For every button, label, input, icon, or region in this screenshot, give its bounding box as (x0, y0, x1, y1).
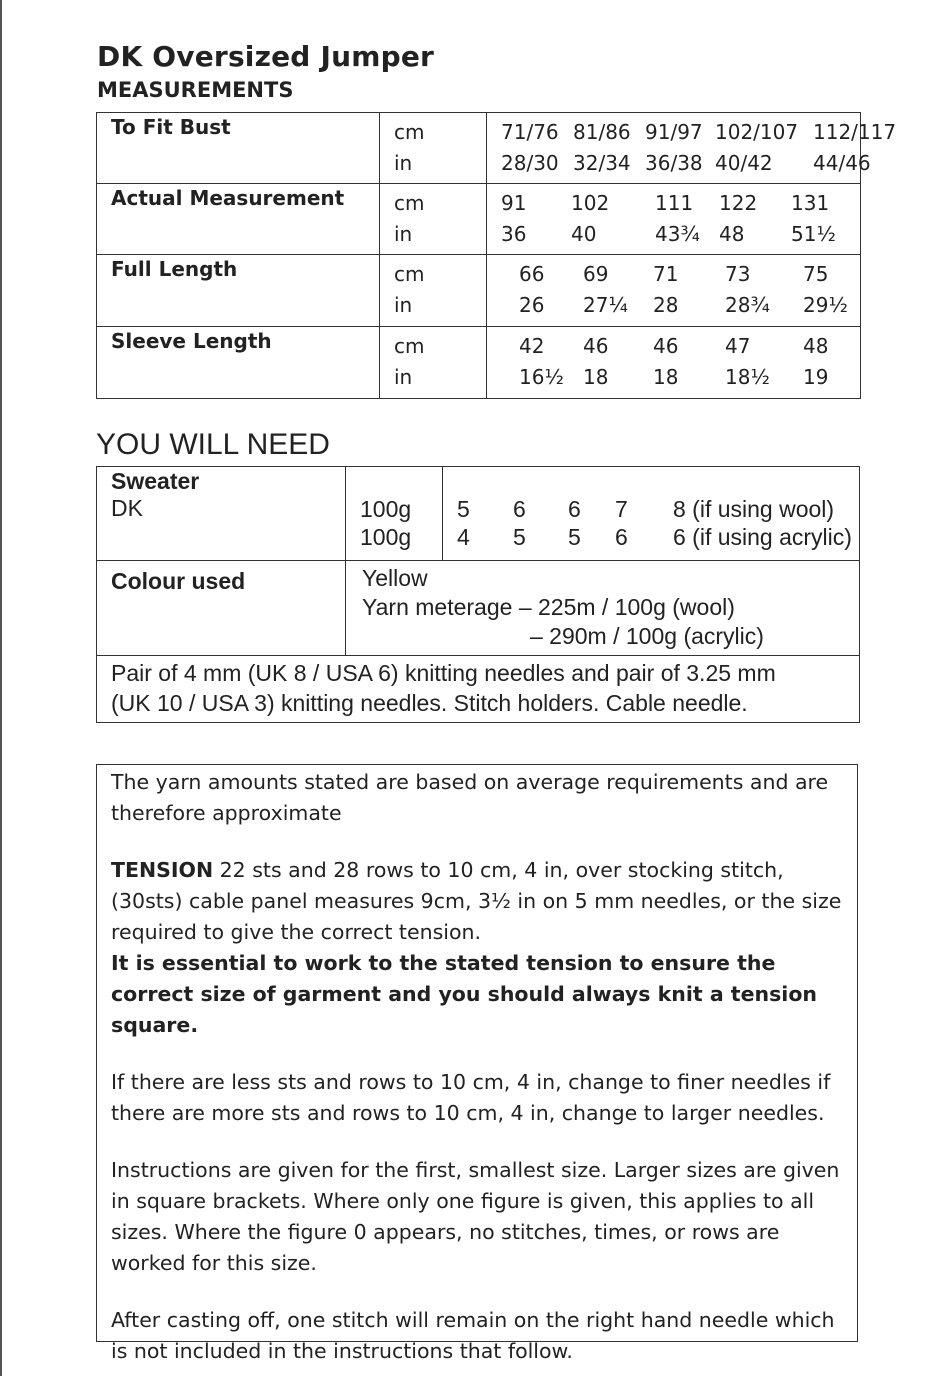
size-value: 91/97 (645, 120, 703, 144)
yarn-quantity: 6 (if using acrylic) (673, 524, 852, 550)
unit-in: in (394, 365, 413, 389)
size-value: 42 (519, 334, 545, 358)
casting-off-note: After casting off, one stitch will remain on the right hand needle which is not included in the instructions that follow. (111, 1308, 835, 1363)
weight-cell (346, 467, 443, 561)
colour-label-cell (97, 561, 346, 656)
measurements-heading: MEASUREMENTS (97, 78, 294, 102)
size-value: 18 (653, 365, 679, 389)
unit-in: in (394, 222, 413, 246)
size-value: 66 (519, 262, 545, 286)
unit-cell (380, 113, 487, 184)
needles-line-1: Pair of 4 mm (UK 8 / USA 6) knitting needles and pair of 3.25 mm (111, 660, 776, 686)
size-value: 75 (803, 262, 829, 286)
sweater-label: Sweater (111, 468, 200, 494)
row-label-full-length: Full Length (97, 255, 380, 327)
notes-box (96, 764, 858, 1363)
meterage-acrylic: – 290m / 100g (acrylic) (530, 623, 764, 649)
unit-in: in (394, 293, 413, 317)
row-label-actual-measurement: Actual Measurement (97, 184, 380, 255)
yarn-quantity: 6 (568, 496, 581, 522)
unit-cm: cm (394, 120, 425, 144)
unit-cell (380, 255, 487, 327)
colour-value: Yellow (362, 565, 428, 591)
size-value: 102 (571, 191, 610, 215)
tension-paragraph (111, 855, 843, 948)
colour-value-cell (346, 561, 860, 656)
yarn-quantity-cell (443, 467, 860, 561)
unit-cell (380, 327, 487, 399)
yarn-quantity: 6 (615, 524, 628, 550)
size-value: 111 (655, 191, 694, 215)
values-row-in (487, 362, 860, 393)
values-cell (487, 113, 897, 184)
values-row-cm (487, 259, 860, 290)
size-value: 69 (583, 262, 609, 286)
essential-note: It is essential to work to the stated tension to ensure the correct size of garment and you should always knit a tension square. (111, 951, 817, 1037)
size-value: 112/117 (813, 120, 897, 144)
weight-wool: 100g (360, 496, 412, 522)
yarn-quantity: 4 (457, 524, 470, 550)
size-value: 26 (519, 293, 545, 317)
yarn-quantity-row-wool (443, 495, 859, 523)
size-value: 40 (571, 222, 597, 246)
size-value: 43¾ (655, 222, 700, 246)
yarn-quantity: 5 (568, 524, 581, 550)
size-value: 36 (501, 222, 527, 246)
unit-cell (380, 184, 487, 255)
needle-change-note: If there are less sts and rows to 10 cm, 4 in, change to finer needles if there are more sts and rows to 10 cm, 4 in, change to larger needles. (111, 1070, 831, 1125)
size-value: 122 (719, 191, 758, 215)
size-value: 32/34 (573, 151, 631, 175)
sweater-cell (97, 467, 346, 561)
size-value: 51½ (791, 222, 836, 246)
weight-acrylic: 100g (360, 524, 412, 550)
values-row-in (487, 219, 860, 250)
values-row-cm (487, 117, 897, 148)
size-value: 47 (725, 334, 751, 358)
size-value: 48 (803, 334, 829, 358)
tension-text: 22 sts and 28 rows to 10 cm, 4 in, over stocking stitch, (30sts) cable panel measures 9cm, 3½ in on 5 mm needles, or the size required to give the correct tension. (111, 858, 842, 944)
meterage-wool: Yarn meterage – 225m / 100g (wool) (362, 594, 735, 620)
row-label-to-fit-bust: To Fit Bust (97, 113, 380, 184)
size-value: 36/38 (645, 151, 703, 175)
values-row-cm (487, 331, 860, 362)
page-title: DK Oversized Jumper (97, 40, 435, 73)
size-value: 18 (583, 365, 609, 389)
tension-label: TENSION (111, 858, 214, 882)
size-value: 48 (719, 222, 745, 246)
size-value: 40/42 (715, 151, 773, 175)
size-value: 46 (583, 334, 609, 358)
values-cell (487, 184, 861, 255)
values-row-in (487, 148, 871, 179)
yarn-type-label: DK (111, 495, 143, 521)
yarn-quantity-row-acrylic (443, 523, 859, 551)
yarn-amounts-note: The yarn amounts stated are based on average requirements and are therefore approximate (111, 770, 829, 825)
needles-line-2: (UK 10 / USA 3) knitting needles. Stitch holders. Cable needle. (111, 690, 748, 716)
unit-cm: cm (394, 191, 425, 215)
unit-in: in (394, 151, 413, 175)
you-will-need-table (96, 466, 860, 723)
size-value: 29½ (803, 293, 848, 317)
size-value: 91 (501, 191, 527, 215)
size-value: 28¾ (725, 293, 770, 317)
unit-cm: cm (394, 334, 425, 358)
scan-edge-line (0, 0, 2, 1376)
size-value: 81/86 (573, 120, 631, 144)
values-cell (487, 255, 861, 327)
size-value: 46 (653, 334, 679, 358)
yarn-quantity: 5 (513, 524, 526, 550)
needles-cell (97, 656, 860, 723)
row-label-sleeve-length: Sleeve Length (97, 327, 380, 399)
colour-label: Colour used (111, 568, 246, 594)
values-row-cm (487, 188, 860, 219)
size-value: 131 (791, 191, 830, 215)
values-row-in (487, 290, 860, 321)
yarn-quantity: 8 (if using wool) (673, 496, 835, 522)
size-value: 44/46 (813, 151, 871, 175)
values-cell (487, 327, 861, 399)
size-instructions-note: Instructions are given for the first, smallest size. Larger sizes are given in square brackets. Where only one figure is given, this applies to all sizes. Where the figure 0 appears, no stitches, times, or rows are worked for this size. (111, 1158, 840, 1275)
size-value: 71/76 (501, 120, 559, 144)
size-value: 73 (725, 262, 751, 286)
size-value: 71 (653, 262, 679, 286)
size-value: 28/30 (501, 151, 559, 175)
size-value: 28 (653, 293, 679, 317)
yarn-quantity: 6 (513, 496, 526, 522)
measurements-table (96, 112, 897, 399)
yarn-quantity: 7 (615, 496, 628, 522)
unit-cm: cm (394, 262, 425, 286)
size-value: 102/107 (715, 120, 799, 144)
yarn-quantity: 5 (457, 496, 470, 522)
you-will-need-heading: YOU WILL NEED (96, 428, 330, 461)
size-value: 19 (803, 365, 829, 389)
size-value: 16½ (519, 365, 564, 389)
size-value: 18½ (725, 365, 770, 389)
size-value: 27¼ (583, 293, 628, 317)
